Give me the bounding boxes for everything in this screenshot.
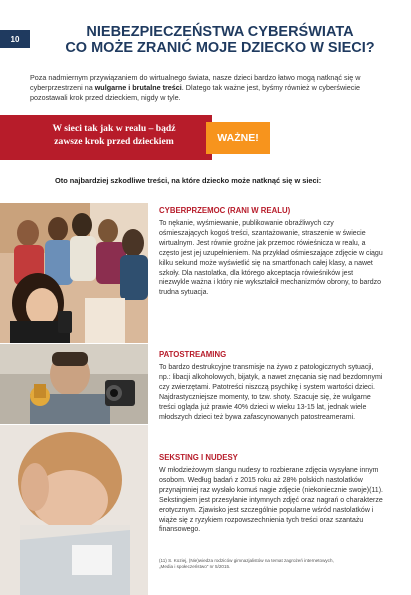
page-title-line-2: CO MOŻE ZRANIĆ MOJE DZIECKO W SIECI? xyxy=(65,40,375,56)
intro-text-2: . Dlatego tak ważne jest, byśmy również w cyberświecie pozostawali krok przed dzieckiem, nigdy w tyle. xyxy=(30,83,360,102)
sexting-text: W młodzieżowym slangu nudesy to rozbierane zdjęcia wysyłane innym osobom. Według badań z 2015 roku aż 28% polskich nastolatków przynajmniej raz wysłało komuś nagie zdjęcie (niekoniecznie swoje)(11). Sekstingiem jest przesyłanie intymnych zdjęć oraz nagrań o charakterze erotycznym. Zjawisko jest szczególnie popularne wśród nastolatków i wiąże się z ryzykiem rozpowszechnienia tych treści oraz szantażu finansowego. xyxy=(159,467,383,534)
section-subheading: Oto najbardziej szkodliwe treści, na które dziecko może natknąć się w sieci: xyxy=(55,176,322,185)
intro-bold-text: wulgarne i brutalne treści xyxy=(94,83,182,92)
teens-with-phones-photo xyxy=(0,203,148,343)
footnote xyxy=(159,558,385,570)
patostreaming-title: PATOSTREAMING xyxy=(159,350,227,359)
page-number: 10 xyxy=(0,30,30,48)
footnote-line-2: „Media i społeczeństwo" nr 5/2015. xyxy=(159,564,231,570)
warning-banner-text xyxy=(24,122,204,148)
page-title-line-1: NIEBEZPIECZEŃSTWA CYBERŚWIATA xyxy=(86,24,354,40)
banner-line-2: zawsze krok przed dzieckiem xyxy=(54,136,174,147)
intro-text-1: Poza nadmiernym przywiązaniem do wirtualnego świata, nasze dzieci bardzo łatwo mogą natknąć się w cyberprzestrzeni na xyxy=(30,73,361,92)
upset-girl-photo xyxy=(0,425,148,595)
intro-paragraph xyxy=(30,73,386,103)
sexting-section xyxy=(159,453,385,535)
important-badge: WAŻNE! xyxy=(206,122,270,154)
cyberbullying-section xyxy=(159,206,385,298)
patostreaming-text: To bardzo destrukcyjne transmisje na żywo z patologicznych sytuacji, np.: libacji alkoholowych, bijatyk, a nawet znęcania się nad bezdomnymi czy zwierzętami. Patotreści niszczą psychikę i system wartości dzieci. Najdrastyczniejsze momenty, to tzw. shoty. Szacuje się, że wulgarne treści ogląda już prawie 40% dzieci w wieku 13-15 lat, jednak wiele młodszych dzieci też bywa zafascynowanych patostreamerami. xyxy=(159,364,383,421)
cyberbullying-text: To nękanie, wyśmiewanie, publikowanie obraźliwych czy ośmieszających kogoś treści, szantażowanie, straszenie w świecie wirtualnym. Jest równie groźne jak przemoc rówieśnicza w realu, a często jest jej uzupełnieniem. Na przykład ośmieszające zdjęcie w ciągu kilku sekund może wyświetlić się na smartfonach całej klasy, a nawet szkoły. Dla nastolatka, dla którego akceptacja rówieśników jest niezwykle ważna i który nie wykształcił mechanizmów obrony, to bardzo trudna sytuacja. xyxy=(159,220,383,297)
banner-line-1: W sieci tak jak w realu – bądź xyxy=(52,123,176,134)
livestreaming-man-photo xyxy=(0,344,148,424)
page-title xyxy=(55,24,385,56)
cyberbullying-title: CYBERPRZEMOC (RANI W REALU) xyxy=(159,206,291,215)
footnote-line-1: (11) S. Koziej, (Nie)wiedza rodziców gimnazjalistów na temat zagrożeń internetowych, xyxy=(159,558,334,563)
patostreaming-section xyxy=(159,350,385,422)
sexting-title: SEKSTING I NUDESY xyxy=(159,453,238,462)
